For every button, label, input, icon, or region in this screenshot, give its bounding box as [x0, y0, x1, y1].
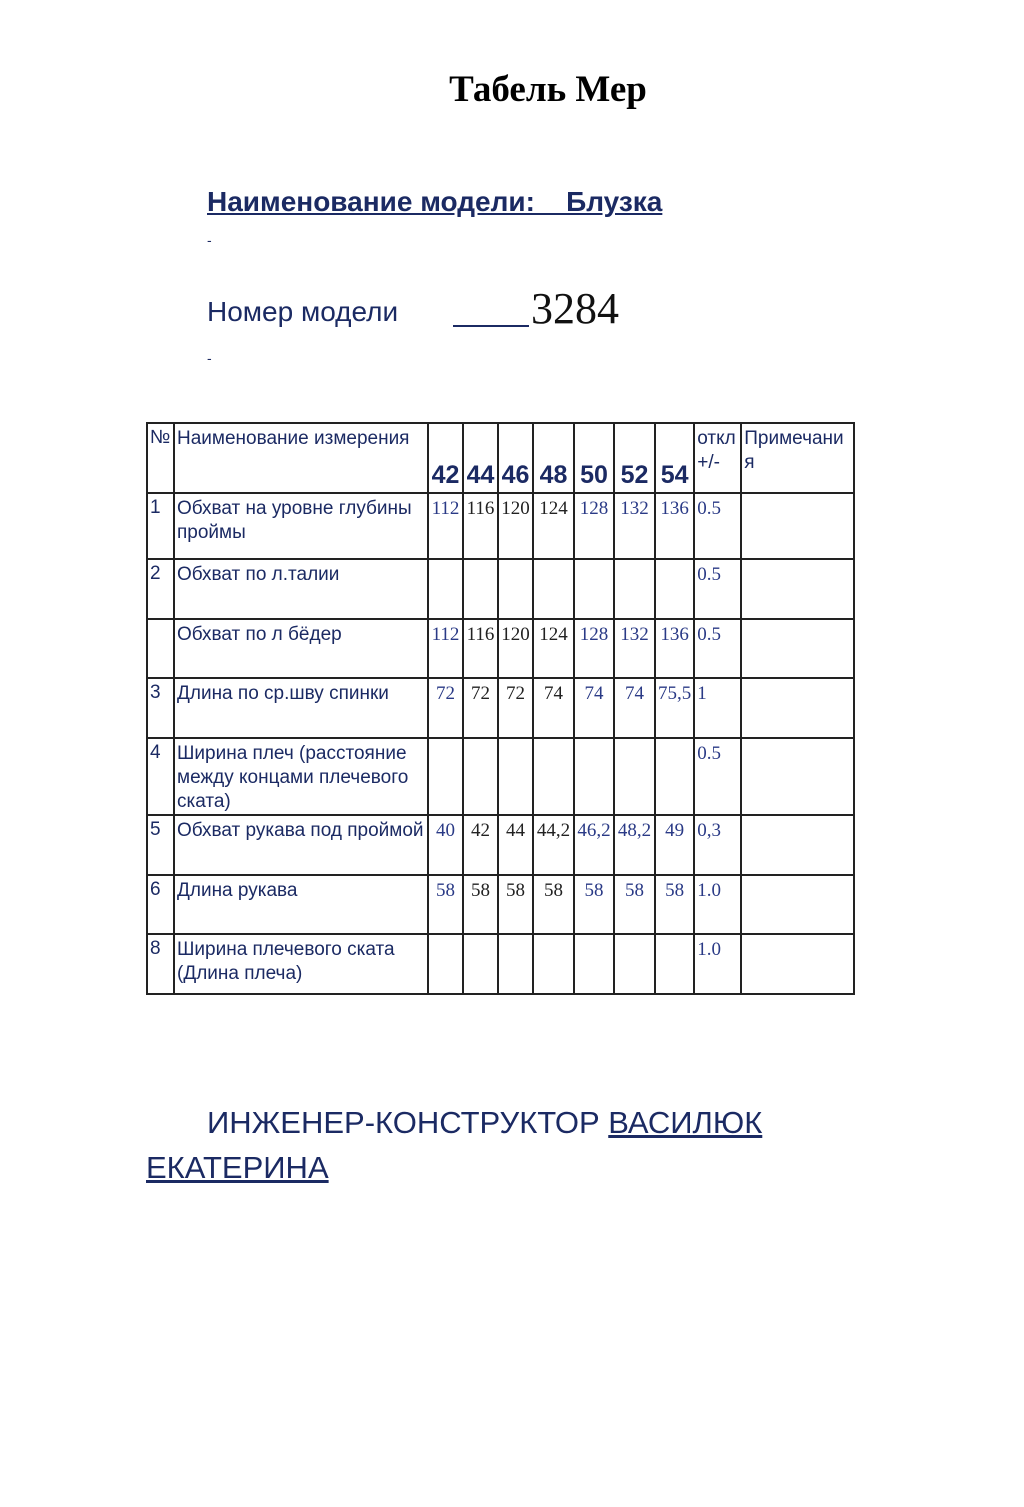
- size-value: [463, 738, 498, 815]
- notes-cell: [741, 619, 854, 678]
- measurement-name: Длина по ср.шву спинки: [174, 678, 428, 738]
- table-row: [147, 875, 854, 934]
- size-value: [574, 738, 614, 815]
- row-number: 6: [147, 875, 174, 934]
- size-value: 120: [498, 619, 533, 678]
- separator-dash: -: [207, 232, 212, 248]
- size-value: 46,2: [574, 815, 614, 875]
- size-value: 74: [574, 678, 614, 738]
- size-value: [428, 559, 463, 619]
- table-row: [147, 619, 854, 678]
- notes-cell: [741, 815, 854, 875]
- measurement-name: Ширина плеч (расстояние между концами плечевого ската): [174, 738, 428, 815]
- size-value: 132: [614, 493, 655, 559]
- size-value: 75,5: [655, 678, 694, 738]
- size-value: [614, 559, 655, 619]
- measurement-name: Обхват на уровне глубины проймы: [174, 493, 428, 559]
- deviation-value: 0.5: [694, 738, 741, 815]
- header-size: 52: [614, 423, 655, 493]
- size-value: [614, 738, 655, 815]
- header-size: 46: [498, 423, 533, 493]
- deviation-value: 1.0: [694, 934, 741, 994]
- engineer-surname: ВАСИЛЮК: [608, 1105, 763, 1140]
- size-value: 72: [463, 678, 498, 738]
- size-value: [614, 934, 655, 994]
- table-row: [147, 738, 854, 815]
- engineer-role: ИНЖЕНЕР-КОНСТРУКТОР: [207, 1105, 600, 1140]
- size-value: [655, 559, 694, 619]
- header-size: 48: [533, 423, 574, 493]
- size-value: 58: [428, 875, 463, 934]
- table-row: [147, 815, 854, 875]
- row-number: 8: [147, 934, 174, 994]
- header-deviation: откл +/-: [694, 423, 741, 493]
- table-row: [147, 493, 854, 559]
- row-number: 4: [147, 738, 174, 815]
- size-value: 72: [498, 678, 533, 738]
- model-number-label: Номер модели: [207, 296, 399, 327]
- engineer-first-name: ЕКАТЕРИНА: [146, 1150, 329, 1185]
- header-number: №: [147, 423, 174, 493]
- header-size: 54: [655, 423, 694, 493]
- size-value: [574, 934, 614, 994]
- notes-cell: [741, 493, 854, 559]
- measurement-name: Обхват рукава под проймой: [174, 815, 428, 875]
- notes-cell: [741, 875, 854, 934]
- size-value: 58: [533, 875, 574, 934]
- table-row: [147, 559, 854, 619]
- size-value: [463, 559, 498, 619]
- size-value: 72: [428, 678, 463, 738]
- table-header-row: [147, 423, 854, 493]
- size-value: 124: [533, 619, 574, 678]
- row-number: 5: [147, 815, 174, 875]
- table-row: [147, 934, 854, 994]
- size-value: 58: [614, 875, 655, 934]
- deviation-value: 1.0: [694, 875, 741, 934]
- header-size: 50: [574, 423, 614, 493]
- notes-cell: [741, 738, 854, 815]
- size-value: 58: [574, 875, 614, 934]
- header-size: 44: [463, 423, 498, 493]
- row-number: [147, 619, 174, 678]
- size-value: 58: [655, 875, 694, 934]
- size-value: 136: [655, 619, 694, 678]
- size-value: 74: [614, 678, 655, 738]
- notes-cell: [741, 934, 854, 994]
- size-value: 116: [463, 493, 498, 559]
- table-row: [147, 678, 854, 738]
- document-title: Табель Мер: [449, 69, 647, 110]
- size-value: 74: [533, 678, 574, 738]
- model-number-value: 3284: [531, 284, 619, 333]
- size-value: [463, 934, 498, 994]
- size-value: 44: [498, 815, 533, 875]
- size-value: [498, 559, 533, 619]
- size-value: 120: [498, 493, 533, 559]
- measurement-name: Длина рукава: [174, 875, 428, 934]
- size-value: 48,2: [614, 815, 655, 875]
- deviation-value: 0.5: [694, 619, 741, 678]
- size-value: 124: [533, 493, 574, 559]
- size-value: 128: [574, 493, 614, 559]
- size-value: [498, 738, 533, 815]
- size-value: 128: [574, 619, 614, 678]
- header-notes: Примечания: [741, 423, 854, 493]
- model-name: Наименование модели: _Блузка: [207, 186, 663, 217]
- size-value: 49: [655, 815, 694, 875]
- measurement-name: Ширина плечевого ската (Длина плеча): [174, 934, 428, 994]
- size-value: 58: [463, 875, 498, 934]
- size-value: 44,2: [533, 815, 574, 875]
- separator-dash: -: [207, 350, 212, 366]
- size-value: [428, 934, 463, 994]
- size-value: 112: [428, 493, 463, 559]
- header-size: 42: [428, 423, 463, 493]
- engineer-signature: [146, 1100, 846, 1190]
- deviation-value: 0.5: [694, 493, 741, 559]
- size-value: 58: [498, 875, 533, 934]
- size-value: [533, 934, 574, 994]
- size-value: [655, 738, 694, 815]
- row-number: 2: [147, 559, 174, 619]
- size-value: [574, 559, 614, 619]
- deviation-value: 0.5: [694, 559, 741, 619]
- size-value: 40: [428, 815, 463, 875]
- size-value: [533, 738, 574, 815]
- size-value: 112: [428, 619, 463, 678]
- measurement-name: Обхват по л.талии: [174, 559, 428, 619]
- model-number-underline: [453, 325, 529, 327]
- notes-cell: [741, 678, 854, 738]
- row-number: 3: [147, 678, 174, 738]
- deviation-value: 0,3: [694, 815, 741, 875]
- notes-cell: [741, 559, 854, 619]
- size-value: [655, 934, 694, 994]
- size-value: 132: [614, 619, 655, 678]
- measurement-name: Обхват по л бёдер: [174, 619, 428, 678]
- row-number: 1: [147, 493, 174, 559]
- measurements-table: [146, 422, 855, 995]
- size-value: 116: [463, 619, 498, 678]
- deviation-value: 1: [694, 678, 741, 738]
- size-value: [428, 738, 463, 815]
- size-value: 42: [463, 815, 498, 875]
- size-value: 136: [655, 493, 694, 559]
- size-value: [498, 934, 533, 994]
- header-measurement-name: Наименование измерения: [174, 423, 428, 493]
- size-value: [533, 559, 574, 619]
